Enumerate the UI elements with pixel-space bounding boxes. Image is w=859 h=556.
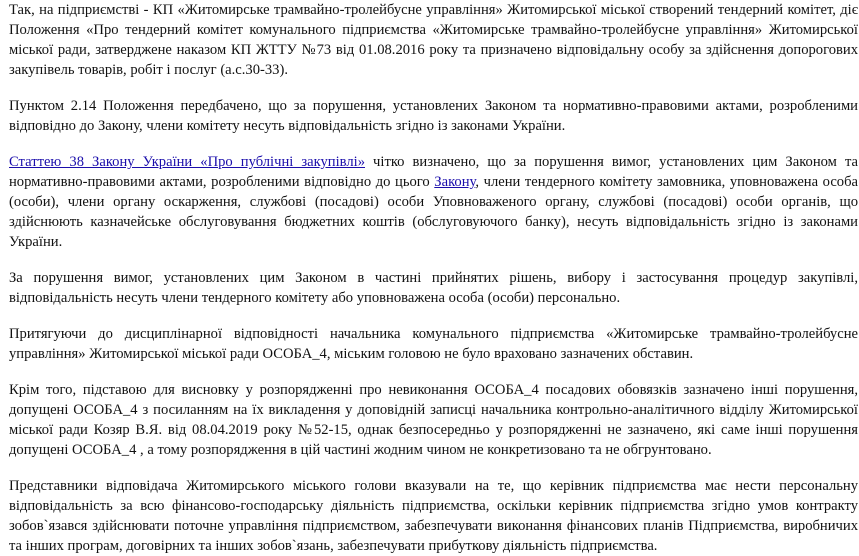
document-body <box>9 0 858 556</box>
paragraph-other-violations: Крім того, підставою для висновку у розпорядженні про невиконання ОСОБА_4 посадових обовязків зазначено інші порушення, допущені ОСОБА_4 з посиланням на їх викладення у доповідній записці начальника контрольно-аналітичного відділу Житомирської міської ради Козяр В.Я. від 08.04.2019 року №52-15, однак безпосередньо у розпорядженні не зазначено, які саме інші порушення допущені ОСОБА_4 , а тому розпорядження в цій частині жодним чином не конкретизовано та не обгрунтовано. <box>9 382 858 458</box>
article-38-text-part1: чітко визначено, що за порушення вимог, установлених цим Законом та нормативно-правовими актами, розробленими відповідно до цього <box>9 154 859 190</box>
paragraph-article-38 <box>9 152 858 252</box>
article-38-text-part2: , члени тендерного комітету замовника, уповноважена особа (особи), члени органу оскарження, службові (посадові) особи Уповноваженого органу, службові (посадові) особи органів, що здійснюють казначейське обслуговування бюджетних коштів (обслуговуючого банку), несуть відповідальність згідно із законами України. <box>9 174 859 250</box>
paragraph-disciplinary: Притягуючи до дисциплінарної відповідності начальника комунального підприємства «Житомирське трамвайно-тролейбусне управління» Житомирської міської ради ОСОБА_4, міським головою не було враховано зазначених обставин. <box>9 326 858 362</box>
law-link[interactable]: Закону <box>434 174 476 190</box>
paragraph-personal-liability: За порушення вимог, установлених цим Законом в частині прийнятих рішень, вибору і застосування процедур закупівлі, відповідальність несуть члени тендерного комітету або уповноважена особа (особи) персонально. <box>9 270 858 306</box>
paragraph-defendant-position: Представники відповідача Житомирського міського голови вказували на те, що керівник підприємства має нести персональну відповідальність за всю фінансово-господарську діяльність підприємства, оскільки керівник підприємства згідно умов контракту зобов`язався здійснювати поточне управління підприємством, забезпечувати виконання фінансових планів Підприємства, виробничих та інших програм, договірних та інших зобов`язань, забезпечувати прибуткову діяльність підприємства. <box>9 478 858 554</box>
paragraph-tender-committee: Так, на підприємстві - КП «Житомирське трамвайно-тролейбусне управління» Житомирської міської створений тендерний комітет, діє Положення «Про тендерний комітет комунального підприємства «Житомирське трамвайно-тролейбусне управління» Житомирської міської ради, затверджене наказом КП ЖТТУ №73 від 01.08.2016 року та призначено відповідальну особу за здійснення допорогових закупівель товарів, робіт і послуг (а.с.30-33). <box>9 2 858 78</box>
article-38-link[interactable]: Статтею 38 Закону України «Про публічні закупівлі» <box>9 154 365 170</box>
paragraph-regulation-2-14: Пунктом 2.14 Положення передбачено, що за порушення, установлених Законом та нормативно-правовими актами, розробленими відповідно до Закону, члени комітету несуть відповідальність згідно із законами України. <box>9 98 858 134</box>
